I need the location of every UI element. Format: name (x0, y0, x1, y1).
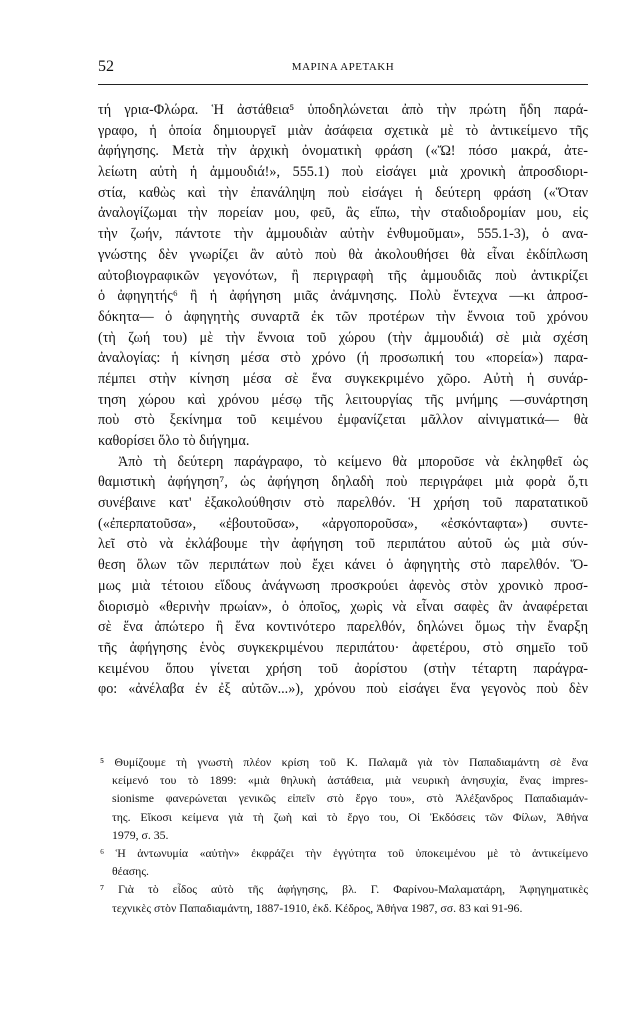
body-line: θαμιστικὴ ἀφήγηση⁷, ὡς ἀφήγηση δηλαδὴ ποὺ περιγράφει μιὰ φορὰ ὅ,τι (98, 474, 588, 491)
body-text (98, 100, 588, 700)
body-line: γνώστης δὲν γνωρίζει ἂν αὐτὸ ποὺ θὰ ἀκολουθήσει θὰ εἶναι ἐκδίπλωση (98, 246, 588, 263)
footnote-line: ⁵ Θυμίζουμε τὴ γνωστὴ πλέον κρίση τοῦ Κ. Παλαμᾶ γιὰ τὸν Παπαδιαμάντη σὲ ἕνα (100, 755, 588, 769)
footnote-line: τεχνικὲς στὸν Παπαδιαμάντη, 1887-1910, ἐκδ. Κέδρος, Ἀθήνα 1987, σσ. 83 καὶ 91-96. (112, 900, 523, 915)
footnote-line: 1979, σ. 35. (112, 827, 169, 842)
footnote-line: ⁶ Ἡ ἀντωνυμία «αὐτὴν» ἐκφράζει τὴν ἐγγύτητα τοῦ ὑποκειμένου μὲ τὸ ἀντικείμενο (100, 845, 588, 860)
running-title: ΜΑΡΙΝΑ ΑΡΕΤΑΚΗ (291, 61, 395, 73)
body-line: ἀφήγησης. Μετὰ τὴν ἀρχικὴ ὀνοματικὴ φράση («Ὤ! πόσο μακρά, ἀτε- (98, 143, 588, 160)
body-line: φο: «ἀνέλαβα ἐν ἐξ αὐτῶν...»), χρόνου ποὺ εἰσάγει ἕνα γεγονὸς ποὺ δὲν (98, 681, 588, 698)
page-header (98, 52, 588, 85)
body-line: μως μιὰ τέτοιου εἴδους ἀνάγνωση προσκρούει ἀφενὸς στὸν χρονικὸ προσ- (98, 577, 588, 594)
body-line: τὴν ζωήν, πάντοτε τὴν ἀμμουδιὰν αὐτὴν ἐνθυμοῦμαι», 555.1-3), ὁ ανα- (98, 226, 588, 243)
body-line: («ἐπερπατοῦσα», «ἐβουτοῦσα», «ἀργοπoροῦσα», «ἐσκόνταφτα») συντε- (98, 515, 588, 532)
body-line: πέμπει στὴν κίνηση μέσα σὲ ἕνα συγκεκριμένο χῶρο. Αὐτὴ ἡ συνάρ- (98, 370, 588, 387)
body-line: ὁ ἀφηγητής⁶ ἢ ἡ ἀφήγηση μιᾶς ἀνάμνησης. Πολὺ ἔντεχνα —κι ἀπροσ- (98, 288, 588, 305)
body-line: ἀναλογίζωμαι τὴν πορείαν μου, φεῦ, ἂς εἴπω, τὴν σταδιοδρομίαν μου, εἰς (98, 205, 588, 222)
body-line: τηση χώρου καὶ χρόνου μέσῳ τῆς λειτουργίας τῆς μνήμης —συνάρτηση (98, 391, 588, 408)
body-line: λεῖ στὸ νὰ ἐκλάβουμε τὴν ἀφήγηση τοῦ περιπάτου αὐτοῦ ὡς μιὰ σύν- (98, 536, 588, 553)
body-line: γραφο, ἡ ὁποία δημιουργεῖ μιὰν ἀσάφεια σχετικὰ μὲ τὸ ἀντικείμενο τῆς (98, 122, 588, 139)
footnote-line: της. Εἴκοσι κείμενα γιὰ τὴ ζωὴ καὶ τὸ ἔργο του, Οἱ Ἐκδόσεις τῶν Φίλων, Ἀθήνα (112, 809, 588, 824)
body-line: δόκητα— ὁ ἀφηγητὴς συναρτᾶ ἐκ τῶν προτέρων τὴν ἔννοια τοῦ χρόνου (98, 308, 588, 325)
body-line: ἀναλογίας: ἡ κίνηση μέσα στὸ χρόνο (ἡ προσωπική του «πορεία») παρα- (98, 350, 588, 367)
body-line: τή γρια-Φλώρα. Ἡ ἀστάθεια⁵ ὑποδηλώνεται ἀπὸ τὴν πρώτη ἤδη παρά- (98, 102, 588, 118)
body-line: αὐτοβιογραφικῶν γεγονότων, ἢ περιγραφὴ τῆς ἀμμουδιᾶς ποὺ ἀντικρίζει (98, 267, 588, 284)
body-line: (τὴ ζωή του) μὲ τὴν ἔννοια τοῦ χώρου (τὴν ἀμμουδιά) σὲ μιὰ σχέση (98, 329, 588, 346)
body-line: λείωτη αὐτὴ ἡ ἀμμουδιά!», 555.1) ποὺ εἰσάγει μιὰ χρονικὴ ἀπροσδιορι- (98, 164, 588, 181)
body-line: στία, καθὼς καὶ τὴν ἐπανάληψη ποὺ εἰσάγει ἡ δεύτερη φράση («Ὅταν (98, 184, 588, 201)
footnote-line: sionisme φανερώνεται γενικῶς εἰπεῖν στὸ ἔργο του», στὸ Ἀλέξανδρος Παπαδιαμάν- (112, 791, 588, 806)
footnotes (98, 753, 588, 917)
body-line: Ἀπὸ τὴ δεύτερη παράγραφο, τὸ κείμενο θὰ μποροῦσε νὰ ἐκληφθεῖ ὡς (118, 453, 588, 470)
footnote-line: ⁷ Γιὰ τὸ εἶδος αὐτὸ τῆς ἀφήγησης, βλ. Γ. Φαρίνου-Μαλαματάρη, Ἀφηγηματικὲς (100, 882, 588, 897)
body-line: διορισμὸ «θερινὴν πρωίαν», ὁ ὁποῖος, χωρὶς νὰ εἶναι σαφὲς ἂν ἀναφέρεται (98, 598, 588, 615)
body-line: τῆς ἀφήγησης ἑνὸς συγκεκριμένου περιπάτου· ἀφετέρου, στὸ σημεῖο τοῦ (98, 639, 588, 656)
body-line: καθορίσει ὅλο τὸ διήγημα. (98, 433, 250, 449)
footnote-line: θέασης. (112, 864, 149, 879)
body-line: κειμένου ὅπου γίνεται χρήση τοῦ ἀορίστου (στὴν τέταρτη παράγρα- (98, 660, 588, 677)
page-number: 52 (98, 58, 114, 75)
footnote-line: κείμενό του τὸ 1899: «μιὰ θηλυκὴ ἀστάθεια, μιὰ νευρικὴ ἀνησυχία, ἕνας impres- (112, 773, 588, 788)
body-line: θεση ὅλων τῶν περιπάτων ποὺ ἔχει κάνει ὁ ἀφηγητὴς στὸ παρελθόν. Ὅ- (98, 557, 588, 574)
body-line: σὲ ἕνα ἀπώτερο ἢ ἕνα κοντινότερο παρελθόν, δηλώνει ὅμως τὴν ἔναρξη (98, 619, 588, 636)
body-line: ποὺ στὸ ξεκίνημα τοῦ κειμένου ἐμφανίζεται μᾶλλον αἰνιγματικά— θὰ (98, 412, 588, 429)
body-line: συνέβαινε κατ' ἐξακολούθησιν στὸ παρελθόν. Ἡ χρήση τοῦ παρατατικοῦ (98, 495, 588, 512)
